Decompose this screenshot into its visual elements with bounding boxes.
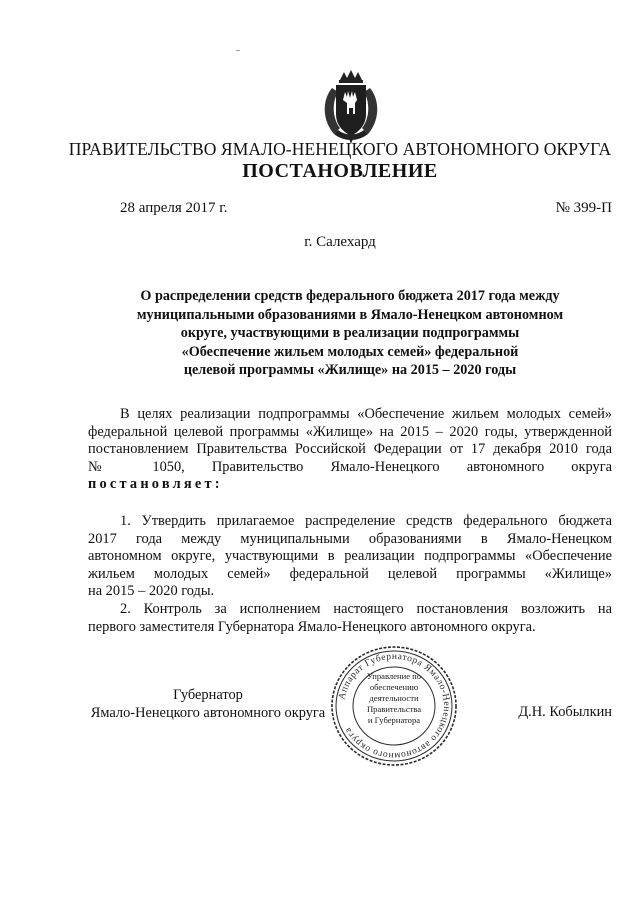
item-1-line: 1. Утвердить прилагаемое распределение средств федерального бюджета bbox=[120, 513, 612, 529]
document-subject bbox=[100, 287, 600, 380]
stamp-center-line: обеспечению bbox=[369, 682, 419, 692]
stamp-center-line: Правительства bbox=[366, 704, 422, 714]
signatory-title bbox=[88, 686, 328, 722]
stamp-ring-text: Аппарат Губернатора Ямало-Ненецкого автономного округа bbox=[337, 651, 452, 761]
signatory-name: Д.Н. Кобылкин bbox=[518, 704, 612, 720]
stamp-center-text bbox=[356, 671, 432, 743]
item-1-paragraph bbox=[88, 513, 612, 601]
subject-line: целевой программы «Жилище» на 2015 – 2020 годы bbox=[183, 362, 517, 378]
stamp-center-line: и Губернатора bbox=[367, 715, 421, 725]
item-2-line: первого заместителя Губернатора Ямало-Ненецкого автономного округа. bbox=[88, 618, 536, 635]
official-stamp bbox=[330, 645, 458, 767]
preamble-line: федеральной целевой программы «Жилище» на 2015 – 2020 годы, утвержденной bbox=[88, 423, 612, 440]
document-type-title: ПОСТАНОВЛЕНИЕ bbox=[242, 160, 438, 182]
subject-line: округе, участвующими в реализации подпрограммы bbox=[180, 325, 520, 341]
item-2-paragraph bbox=[88, 601, 612, 636]
stamp-center-line: Управление по bbox=[366, 671, 422, 681]
subject-line: муниципальными образованиями в Ямало-Ненецком автономном bbox=[136, 306, 564, 323]
subject-line: «Обеспечение жильем молодых семей» федеральной bbox=[181, 343, 519, 360]
document-date: 28 апреля 2017 г. bbox=[120, 200, 228, 216]
document-number: № 399-П bbox=[555, 200, 612, 216]
scan-artifact bbox=[236, 50, 240, 51]
government-title: ПРАВИТЕЛЬСТВО ЯМАЛО-НЕНЕЦКОГО АВТОНОМНОГО ОКРУГА bbox=[68, 139, 612, 159]
item-1-line: на 2015 – 2020 годы. bbox=[88, 583, 215, 600]
document-city: г. Салехард bbox=[304, 234, 376, 250]
resolves-word: постановляет: bbox=[88, 476, 223, 493]
preamble-line: постановлением Правительства Российской Федерации от 17 декабря 2010 года bbox=[88, 441, 612, 458]
subject-line: О распределении средств федерального бюджета 2017 года между bbox=[140, 288, 560, 304]
item-1-line: жильем молодых семей» федеральной целевой программы «Жилище» bbox=[88, 565, 612, 582]
signatory-title-line: Ямало-Ненецкого автономного округа bbox=[90, 705, 326, 721]
yamal-coat-of-arms-icon bbox=[318, 70, 384, 144]
item-1-line: 2017 года между муниципальными образованиями в Ямало-Ненецком bbox=[88, 530, 612, 547]
preamble-line: № 1050, Правительство Ямало-Ненецкого автономного округа bbox=[88, 458, 612, 475]
stamp-center-line: деятельности bbox=[369, 693, 419, 703]
item-1-line: автономном округе, участвующими в реализации подпрограммы «Обеспечение bbox=[88, 548, 612, 565]
item-2-line: 2. Контроль за исполнением настоящего постановления возложить на bbox=[120, 601, 612, 617]
preamble-line: В целях реализации подпрограммы «Обеспечение жильем молодых семей» bbox=[120, 406, 612, 422]
signatory-title-line: Губернатор bbox=[173, 687, 243, 703]
preamble-paragraph bbox=[88, 406, 612, 494]
